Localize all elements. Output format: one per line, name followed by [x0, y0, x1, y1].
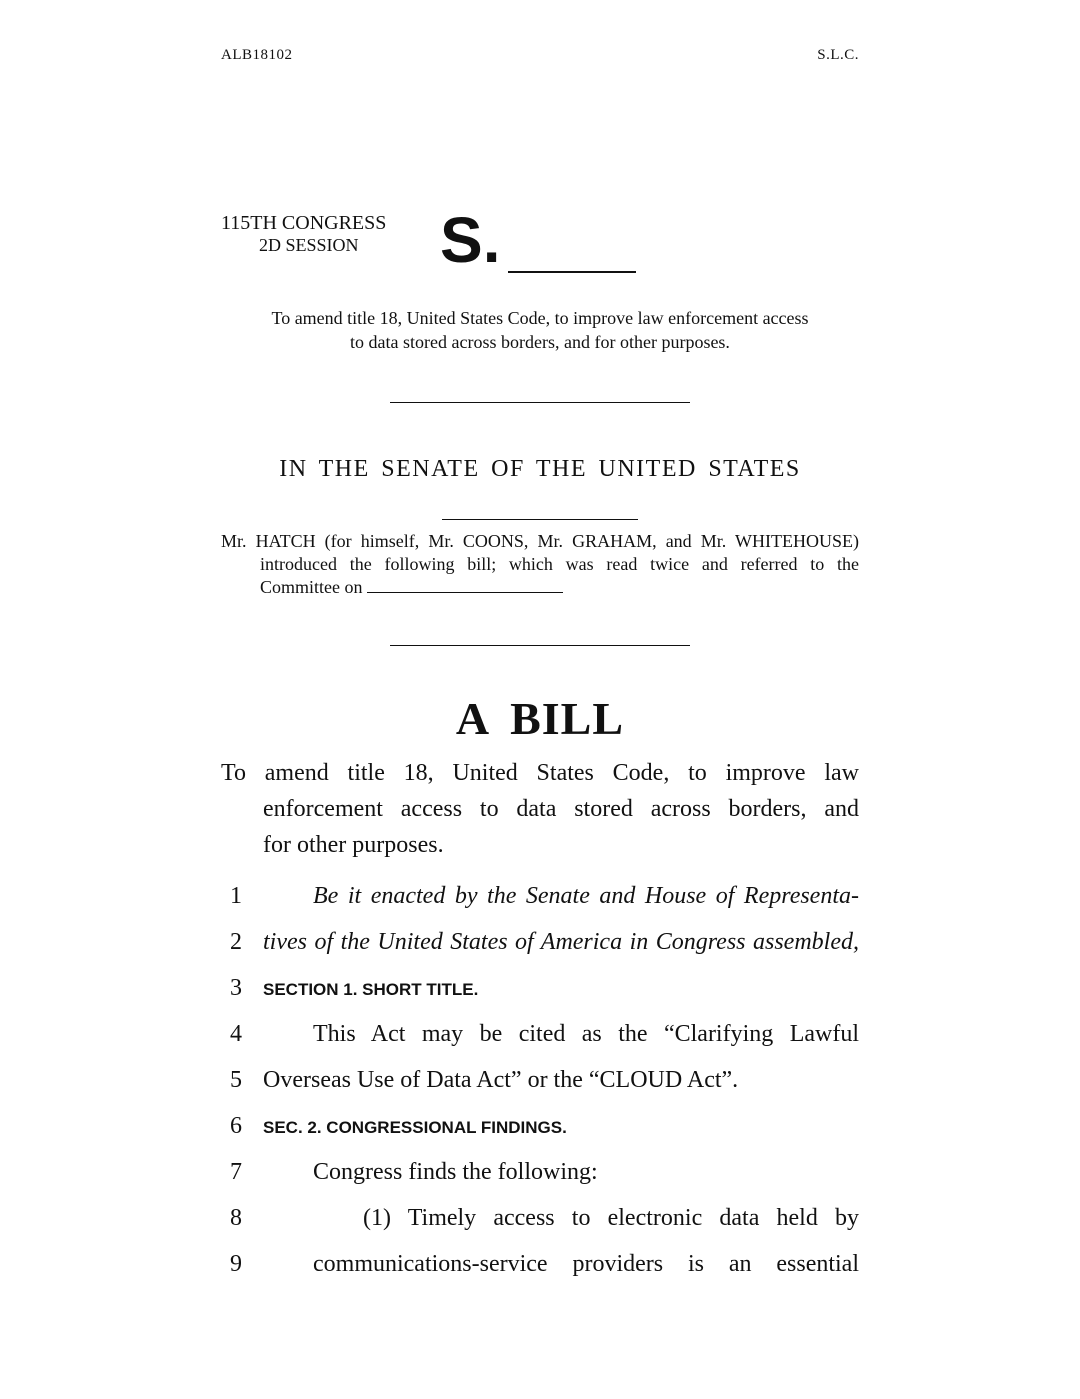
line-number: 8	[230, 1205, 242, 1231]
section-heading: SECTION 1. SHORT TITLE.	[263, 980, 479, 999]
purpose-summary	[221, 306, 859, 354]
line-number: 9	[230, 1251, 242, 1277]
bill-line	[221, 1065, 859, 1111]
line-text: Congress finds the following:	[313, 1159, 598, 1185]
bill-title: A BILL	[455, 693, 625, 744]
bill-line	[221, 1111, 859, 1157]
divider-rule	[442, 519, 638, 520]
line-number: 4	[230, 1021, 242, 1047]
bill-line	[221, 973, 859, 1019]
line-text: (1) Timely access to electronic data held by	[363, 1205, 859, 1231]
bill-line	[221, 927, 859, 973]
line-number: 7	[230, 1159, 242, 1185]
chamber-heading: IN THE SENATE OF THE UNITED STATES	[279, 456, 801, 482]
committee-blank	[367, 578, 563, 593]
line-text: tives of the United States of America in Congress assembled,	[263, 929, 859, 955]
line-text: This Act may be cited as the “Clarifying Lawful	[313, 1021, 859, 1047]
bill-line	[221, 1249, 859, 1295]
section-heading: SEC. 2. CONGRESSIONAL FINDINGS.	[263, 1118, 567, 1137]
sponsors-line-3	[221, 576, 859, 599]
congress-label: 115TH CONGRESS	[221, 212, 387, 234]
line-number: 2	[230, 929, 242, 955]
line-text: Be it enacted by the Senate and House of Representa-	[313, 883, 859, 909]
office-code: S.L.C.	[817, 47, 859, 63]
purpose-line-1: To amend title 18, United States Code, to improve law	[221, 760, 859, 786]
purpose-summary-line-2: to data stored across borders, and for other purposes.	[350, 332, 730, 352]
divider-rule	[390, 402, 690, 403]
line-number: 6	[230, 1113, 242, 1139]
divider-rule	[390, 645, 690, 646]
line-text: communications-service providers is an essential	[313, 1251, 859, 1277]
line-number: 1	[230, 883, 242, 909]
session-label: 2D SESSION	[259, 235, 359, 255]
committee-label: Committee on	[260, 577, 363, 597]
line-text: Overseas Use of Data Act” or the “CLOUD Act”.	[263, 1067, 739, 1093]
purpose-summary-line-1: To amend title 18, United States Code, to improve law enforcement access	[271, 308, 809, 328]
purpose-statement	[221, 755, 859, 863]
congress-session-block	[221, 212, 401, 256]
purpose-line-2: enforcement access to data stored across borders, and	[263, 796, 859, 822]
bill-number-blank	[508, 271, 636, 273]
sponsors-line-1: Mr. HATCH (for himself, Mr. COONS, Mr. GRAHAM, and Mr. WHITEHOUSE)	[221, 531, 859, 551]
bill-line	[221, 1019, 859, 1065]
document-id: ALB18102	[221, 47, 293, 63]
purpose-line-3: for other purposes.	[263, 832, 444, 858]
line-number: 3	[230, 975, 242, 1001]
bill-line	[221, 881, 859, 927]
sponsors-block	[221, 530, 859, 599]
bill-line	[221, 1157, 859, 1203]
sponsors-line-2: introduced the following bill; which was read twice and referred to the	[260, 554, 859, 574]
bill-mark: S.	[440, 204, 501, 276]
bill-line	[221, 1203, 859, 1249]
line-number: 5	[230, 1067, 242, 1093]
